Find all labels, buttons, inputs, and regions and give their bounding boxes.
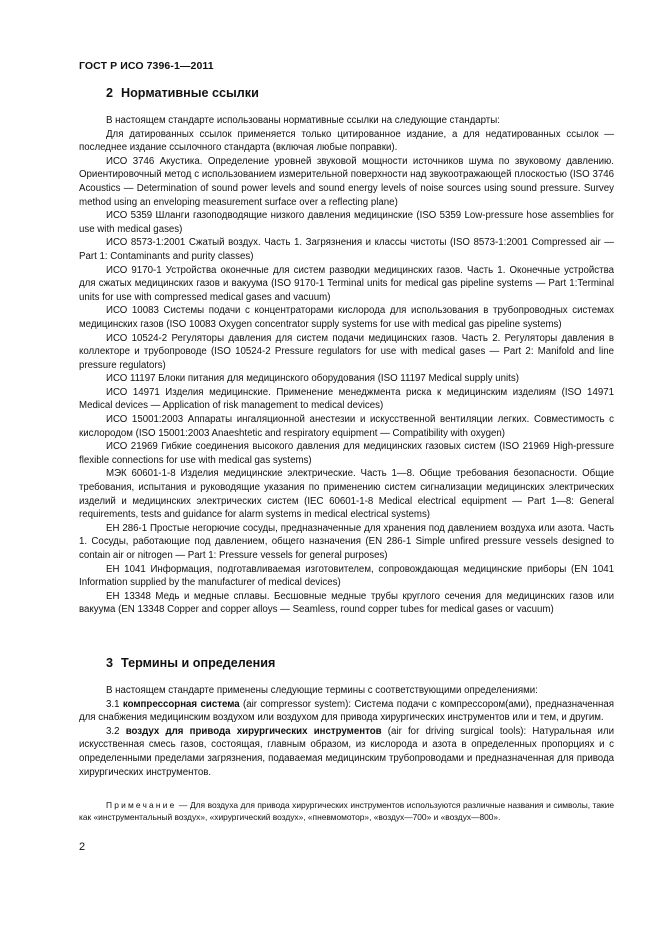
section-3-heading: [106, 656, 275, 670]
section-2-number: 2: [106, 86, 114, 100]
term-number: 3.2: [106, 725, 120, 737]
paragraph: В настоящем стандарте использованы нормативные ссылки на следующие стандарты:: [106, 115, 500, 126]
paragraph: ИСО 14971 Изделия медицинские. Применение менеджмента риска к медицинским изделиям (ISO 14971 Medical devices — Application of risk management to medical devices): [79, 386, 614, 412]
term-text: (air for driving surgical tools): Натуральная или искусственная смесь газов, состоящая, главным образом, из кислорода и азота в определенных пропорциях и с определенными пределами загрязнения, подаваемая медицинским трубопроводами и предназначенная для привода хирургических инструментов.: [79, 725, 615, 778]
paragraph: Для датированных ссылок применяется только цитированное издание, а для недатированных ссылок — последнее издание ссылочного стандарта (включая любые поправки).: [79, 128, 614, 154]
section-2-title: Нормативные ссылки: [121, 86, 259, 100]
document-header: ГОСТ Р ИСО 7396-1—2011: [79, 60, 214, 72]
section-3-number: 3: [106, 656, 114, 670]
paragraph: ИСО 9170-1 Устройства оконечные для систем разводки медицинских газов. Часть 1. Оконечные устройства для сжатых медицинских газов и вакуума (ISO 9170-1 Terminal units for medical gas pipeline systems — Part 1:Terminal units for use with compressed medical gases and vacuum): [79, 264, 614, 303]
term-definition: [79, 698, 614, 725]
paragraph: ЕН 1041 Информация, подготавливаемая изготовителем, сопровождающая медицинские приборы (EN 1041 Information supplied by the manufacturer of medical devices): [79, 563, 614, 589]
paragraph: ИСО 15001:2003 Аппараты ингаляционной анестезии и искусственной вентиляции легких. Совместимость с кислородом (ISO 15001:2003 Anaeshtetic and respiratory equipment — Compatibility with oxygen): [79, 414, 614, 439]
note-label: Примечание: [106, 800, 177, 810]
section-2-heading: [106, 86, 259, 100]
paragraph: ИСО 21969 Гибкие соединения высокого давления для медицинских газовых систем (ISO 21969 High-pressure flexible connections for use with medical gas systems): [79, 441, 614, 466]
paragraph: ЕН 286-1 Простые негорючие сосуды, предназначенные для хранения под давлением воздуха или азота. Часть 1. Сосуды, работающие под давлением, общего назначения (EN 286-1 Simple unfired pressure vessels designed to contain air or nitrogen — Part 1: Pressure vessels for general purposes): [79, 522, 614, 561]
page-number: 2: [79, 841, 86, 853]
paragraph: МЭК 60601-1-8 Изделия медицинские электрические. Часть 1—8. Общие требования безопасности. Общие требования, испытания и руководящие указания по применению систем сигнализации медицинских электрических изделий и медицинских электрических систем (IEC 60601-1-8 Medical electrical equipment — Part 1—8: General requirements, tests and guidance for alarm systems in medical electrical systems): [79, 468, 614, 521]
note: [79, 799, 614, 823]
paragraph: ИСО 10083 Системы подачи с концентраторами кислорода для использования в трубопроводных системах медицинских газов (ISO 10083 Oxygen concentrator supply systems for use with medical gas pipeline systems): [79, 305, 614, 330]
paragraph: ИСО 10524-2 Регуляторы давления для систем подачи медицинских газов. Часть 2. Регуляторы давления в коллекторе и трубопроводе (ISO 10524-2 Pressure regulators for use with medical gases — Part 2: Manifold and line pressure regulators): [79, 332, 614, 371]
paragraph: ИСО 3746 Акустика. Определение уровней звуковой мощности источников шума по звуковому давлению. Ориентировочный метод с использованием измерительной поверхности над звукоотражающей плоскостью (ISO 3746 Acoustics — Determination of sound power levels and sound energy levels of noise sources using sound pressure. Survey method using an enveloping measurement surface over a reflecting plane): [79, 155, 614, 208]
term-definition: [79, 725, 614, 779]
section-3-title: Термины и определения: [121, 656, 276, 670]
term-name: воздух для привода хирургических инструментов: [125, 725, 382, 737]
paragraph: В настоящем стандарте применены следующие термины с соответствующими определениями:: [106, 685, 538, 696]
note-paragraph: [79, 799, 614, 823]
section-3-body: [79, 684, 614, 779]
paragraph: ЕН 13348 Медь и медные сплавы. Бесшовные медные трубы круглого сечения для медицинских газов или вакуума (EN 13348 Copper and copper alloys — Seamless, round copper tubes for medical gases or vacuum): [79, 590, 614, 616]
paragraph: ИСО 11197 Блоки питания для медицинского оборудования (ISO 11197 Medical supply units): [106, 373, 519, 385]
paragraph: ИСО 5359 Шланги газоподводящие низкого давления медицинские (ISO 5359 Low-pressure hose assemblies for use with medical gases): [79, 210, 614, 235]
term-text: (air compressor system): Система подачи с компрессором(ами), предназначенная для снабжения медицинским воздухом или воздухом для привода хирургических инструментов или и тем, и другим.: [79, 698, 614, 724]
section-2-body: [79, 114, 614, 617]
paragraph: ИСО 8573-1:2001 Сжатый воздух. Часть 1. Загрязнения и классы чистоты (ISO 8573-1:2001 Compressed air — Part 1: Contaminants and purity classes): [79, 237, 614, 262]
term-number: 3.1: [106, 698, 120, 710]
note-text: — Для воздуха для привода хирургических инструментов используются различные названия и символы, такие как «инструментальный воздух», «хирургический воздух», «пневмомотор», «воздух—700» и «воздух—800».: [79, 800, 614, 823]
term-name: компрессорная система: [122, 698, 240, 710]
